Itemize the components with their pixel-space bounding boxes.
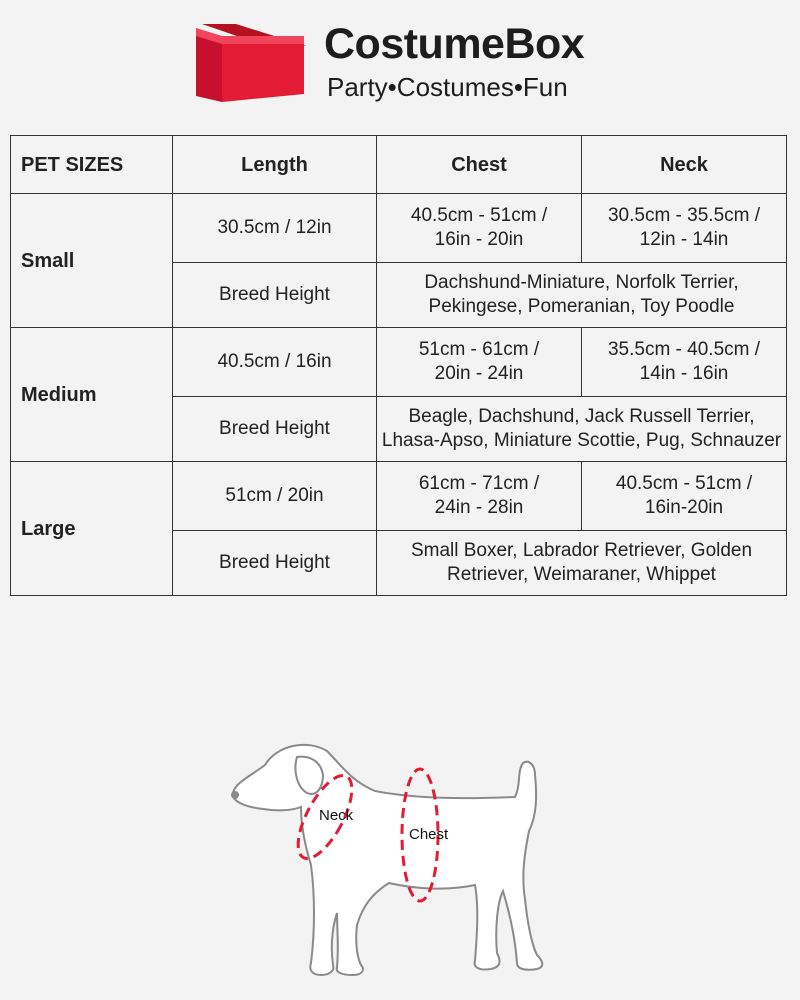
neck-label: Neck (319, 807, 354, 824)
header-length: Length (173, 136, 377, 194)
chest-cell: 51cm - 61cm / 20in - 24in (377, 328, 582, 397)
length-cell: 51cm / 20in (173, 462, 377, 531)
size-label-large: Large (11, 462, 173, 596)
table-row-small-measurements (11, 194, 787, 263)
header-chest: Chest (377, 136, 582, 194)
brand-tagline: Party•Costumes•Fun (327, 72, 568, 102)
chest-cell: 40.5cm - 51cm / 16in - 20in (377, 194, 582, 263)
dog-outline-icon (225, 735, 585, 990)
header-neck: Neck (582, 136, 787, 194)
length-cell: 30.5cm / 12in (173, 194, 377, 263)
table-row-medium-measurements (11, 328, 787, 397)
breed-list: Beagle, Dachshund, Jack Russell Terrier, Lhasa-Apso, Miniature Scottie, Pug, Schnauzer (377, 397, 787, 462)
chest-label: Chest (409, 826, 449, 843)
table-row-large-measurements (11, 462, 787, 531)
neck-cell: 35.5cm - 40.5cm / 14in - 16in (582, 328, 787, 397)
breed-height-label: Breed Height (173, 397, 377, 462)
costume-box-icon (196, 20, 308, 104)
table-header-row (11, 136, 787, 194)
header-pet-sizes: PET SIZES (11, 136, 173, 194)
breed-height-label: Breed Height (173, 531, 377, 596)
length-cell: 40.5cm / 16in (173, 328, 377, 397)
brand-name: CostumeBox (324, 20, 585, 68)
brand-logo (196, 18, 616, 108)
size-label-small: Small (11, 194, 173, 328)
neck-cell: 30.5cm - 35.5cm / 12in - 14in (582, 194, 787, 263)
pet-size-table (10, 135, 787, 596)
breed-list: Dachshund-Miniature, Norfolk Terrier, Pekingese, Pomeranian, Toy Poodle (377, 263, 787, 328)
dog-measurement-diagram (225, 735, 585, 990)
chest-cell: 61cm - 71cm / 24in - 28in (377, 462, 582, 531)
neck-cell: 40.5cm - 51cm / 16in-20in (582, 462, 787, 531)
breed-list: Small Boxer, Labrador Retriever, Golden Retriever, Weimaraner, Whippet (377, 531, 787, 596)
breed-height-label: Breed Height (173, 263, 377, 328)
size-label-medium: Medium (11, 328, 173, 462)
